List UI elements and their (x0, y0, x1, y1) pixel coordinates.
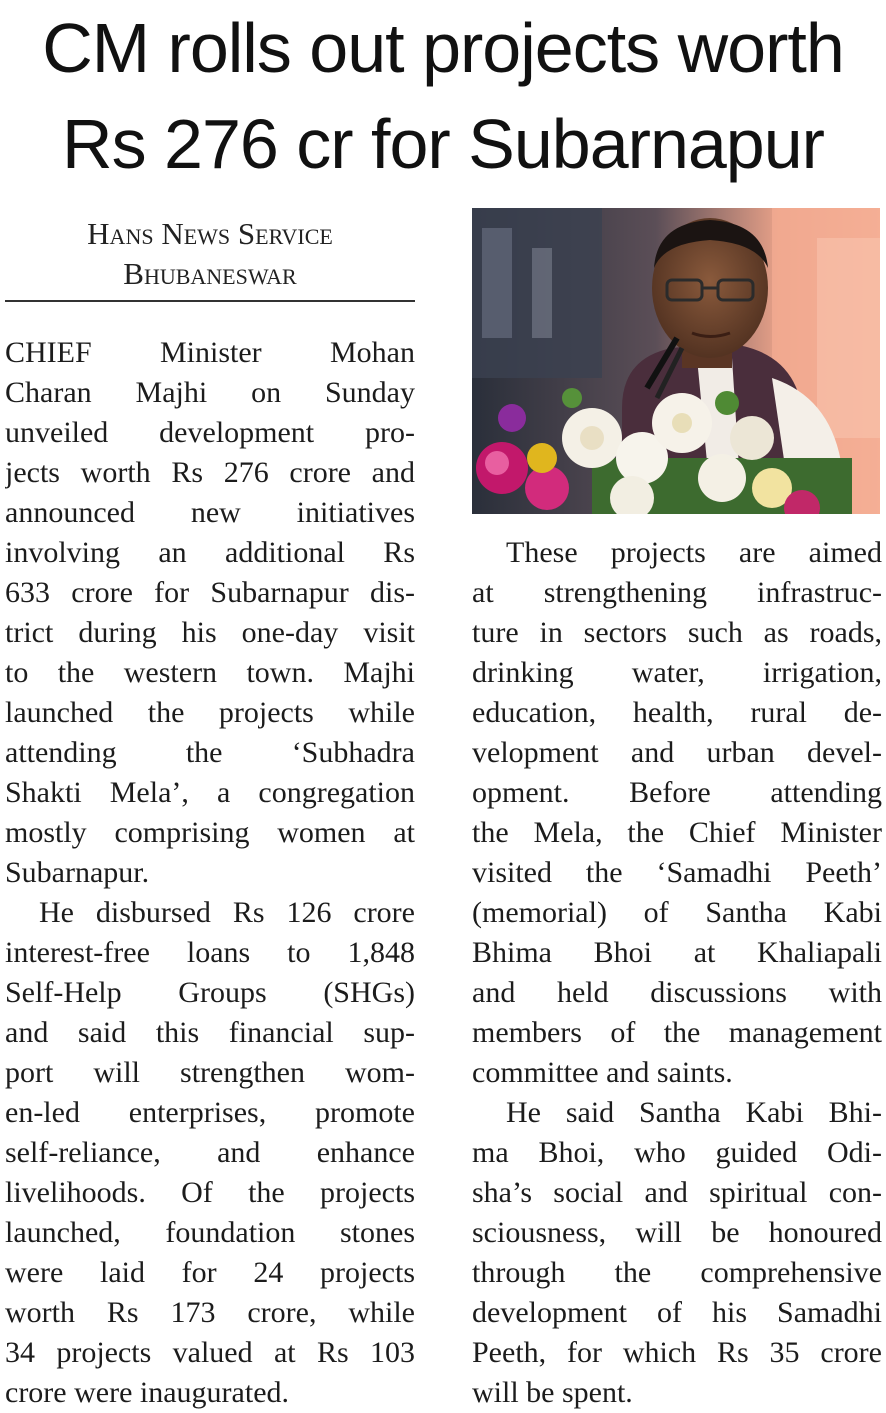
text-line: livelihoods. Of the projects (5, 1176, 415, 1209)
text-line: to the western town. Majhi (5, 656, 415, 689)
text-line: development of his Samadhi (472, 1296, 882, 1329)
byline (5, 214, 415, 294)
text-line: self-reliance, and enhance (5, 1136, 415, 1169)
text-line: and held discussions with (472, 976, 882, 1009)
paragraph-1 (5, 333, 415, 893)
text-line: at strengthening infrastruc- (472, 576, 882, 609)
text-line: Peeth, for which Rs 35 crore (472, 1336, 882, 1369)
text-line: education, health, rural de- (472, 696, 882, 729)
text-line: He disbursed Rs 126 crore (39, 896, 415, 929)
text-line: Shakti Mela’, a congregation (5, 776, 415, 809)
text-line: velopment and urban devel- (472, 736, 882, 769)
text-line: Self-Help Groups (SHGs) (5, 976, 415, 1009)
text-line: members of the management (472, 1016, 882, 1049)
byline-agency: Hans News Service (87, 216, 333, 251)
headline (0, 0, 886, 192)
article-column-2 (472, 533, 882, 1413)
byline-divider (5, 300, 415, 302)
text-line: crore were inaugurated. (5, 1376, 290, 1409)
text-line: will be spent. (472, 1376, 633, 1409)
text-line: port will strengthen wom- (5, 1056, 415, 1089)
text-line: These projects are aimed (506, 536, 882, 569)
text-line: sha’s social and spiritual con- (472, 1176, 882, 1209)
article-column-1 (5, 333, 415, 1413)
text-line: mostly comprising women at (5, 816, 415, 849)
headline-line-1: CM rolls out projects worth (42, 9, 844, 87)
text-line: interest-free loans to 1,848 (5, 936, 415, 969)
text-line: through the comprehensive (472, 1256, 882, 1289)
text-line: opment. Before attending (472, 776, 882, 809)
paragraph-2 (5, 893, 415, 1413)
text-line: Charan Majhi on Sunday (5, 376, 415, 409)
text-line: worth Rs 173 crore, while (5, 1296, 415, 1329)
text-line: committee and saints. (472, 1056, 733, 1089)
text-line: 34 projects valued at Rs 103 (5, 1336, 415, 1369)
byline-place: Bhubaneswar (123, 256, 297, 291)
text-line: ture in sectors such as roads, (472, 616, 882, 649)
text-line: announced new initiatives (5, 496, 415, 529)
text-line: sciousness, will be honoured (472, 1216, 882, 1249)
text-line: ma Bhoi, who guided Odi- (472, 1136, 882, 1169)
text-line: the Mela, the Chief Minister (472, 816, 882, 849)
text-line: unveiled development pro- (5, 416, 415, 449)
text-line: jects worth Rs 276 crore and (5, 456, 415, 489)
headline-line-2: Rs 276 cr for Subarnapur (62, 105, 824, 183)
photo-illustration (472, 208, 880, 514)
paragraph-3 (472, 533, 882, 1093)
paragraph-4 (472, 1093, 882, 1413)
text-line: (memorial) of Santha Kabi (472, 896, 882, 929)
text-line: He said Santha Kabi Bhi- (506, 1096, 882, 1129)
text-line: Subarnapur. (5, 856, 150, 889)
text-line: trict during his one-day visit (5, 616, 415, 649)
text-line: launched, foundation stones (5, 1216, 415, 1249)
text-line: visited the ‘Samadhi Peeth’ (472, 856, 882, 889)
text-line: attending the ‘Subhadra (5, 736, 415, 769)
text-line: en-led enterprises, promote (5, 1096, 415, 1129)
text-line: 633 crore for Subarnapur dis- (5, 576, 415, 609)
article-photo (472, 208, 880, 514)
text-line: drinking water, irrigation, (472, 656, 882, 689)
text-line: involving an additional Rs (5, 536, 415, 569)
text-line: CHIEF Minister Mohan (5, 336, 415, 369)
text-line: Bhima Bhoi at Khaliapali (472, 936, 882, 969)
text-line: launched the projects while (5, 696, 415, 729)
text-line: were laid for 24 projects (5, 1256, 415, 1289)
text-line: and said this financial sup- (5, 1016, 415, 1049)
